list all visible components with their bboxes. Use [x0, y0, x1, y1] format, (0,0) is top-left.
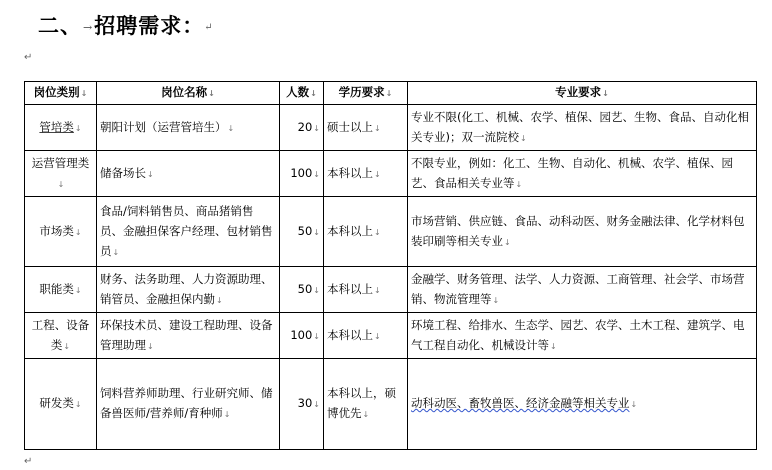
cell-category: 研发类↓ — [25, 359, 97, 450]
cell-major: 不限专业，例如：化工、生物、自动化、机械、农学、植保、园艺、食品相关专业等↓ — [408, 151, 757, 197]
cell-education: 本科以上↓ — [324, 197, 408, 267]
table-row — [25, 197, 757, 267]
cell-education: 硕士以上↓ — [324, 105, 408, 151]
header-education: 学历要求↓ — [324, 82, 408, 105]
cell-position: 储备场长↓ — [97, 151, 280, 197]
cell-position: 环保技术员、建设工程助理、设备管理助理↓ — [97, 313, 280, 359]
paragraph-mark: ↵ — [204, 22, 214, 33]
cell-count: 50↓ — [280, 197, 324, 267]
header-category: 岗位类别↓ — [25, 82, 97, 105]
cell-major: 环境工程、给排水、生态学、园艺、农学、土木工程、建筑学、电气工程自动化、机械设计等↓ — [408, 313, 757, 359]
header-count: 人数↓ — [280, 82, 324, 105]
cell-education: 本科以上↓ — [324, 267, 408, 313]
cell-position: 饲料营养师助理、行业研究师、储备兽医师/营养师/育种师↓ — [97, 359, 280, 450]
cell-major: 市场营销、供应链、食品、动科动医、财务金融法律、化学材料包装印刷等相关专业↓ — [408, 197, 757, 267]
cell-position: 食品/饲料销售员、商品猪销售员、金融担保客户经理、包材销售员↓ — [97, 197, 280, 267]
table-row — [25, 359, 757, 450]
cell-position: 朝阳计划（运营管培生）↓ — [97, 105, 280, 151]
cell-category: 职能类↓ — [25, 267, 97, 313]
section-heading — [38, 10, 214, 40]
cell-major: 专业不限(化工、机械、农学、植保、园艺、生物、食品、自动化相关专业)；双一流院校↓ — [408, 105, 757, 151]
tab-mark: → — [83, 21, 94, 34]
cell-count: 50↓ — [280, 267, 324, 313]
cell-major: 动科动医、畜牧兽医、经济金融等相关专业↓ — [408, 359, 757, 450]
paragraph-mark: ↵ — [24, 52, 33, 63]
cell-category: 工程、设备类↓ — [25, 313, 97, 359]
cell-education: 本科以上↓ — [324, 151, 408, 197]
cell-category: 管培类↓ — [25, 105, 97, 151]
table-row — [25, 105, 757, 151]
cell-count: 20↓ — [280, 105, 324, 151]
table-row — [25, 151, 757, 197]
recruitment-table — [24, 81, 757, 450]
cell-category: 运营管理类↓ — [25, 151, 97, 197]
cell-position: 财务、法务助理、人力资源助理、销管员、金融担保内勤↓ — [97, 267, 280, 313]
table-row — [25, 267, 757, 313]
header-position: 岗位名称↓ — [97, 82, 280, 105]
paragraph-mark: ↵ — [24, 456, 33, 467]
cell-major: 金融学、财务管理、法学、人力资源、工商管理、社会学、市场营销、物流管理等↓ — [408, 267, 757, 313]
cell-count: 30↓ — [280, 359, 324, 450]
cell-count: 100↓ — [280, 151, 324, 197]
header-major: 专业要求↓ — [408, 82, 757, 105]
section-number: 二、 — [38, 13, 82, 38]
table-header-row — [25, 82, 757, 105]
section-title: 招聘需求： — [94, 13, 205, 38]
cell-category: 市场类↓ — [25, 197, 97, 267]
cell-education: 本科以上↓ — [324, 313, 408, 359]
cell-education: 本科以上，硕博优先↓ — [324, 359, 408, 450]
cell-count: 100↓ — [280, 313, 324, 359]
table-row — [25, 313, 757, 359]
